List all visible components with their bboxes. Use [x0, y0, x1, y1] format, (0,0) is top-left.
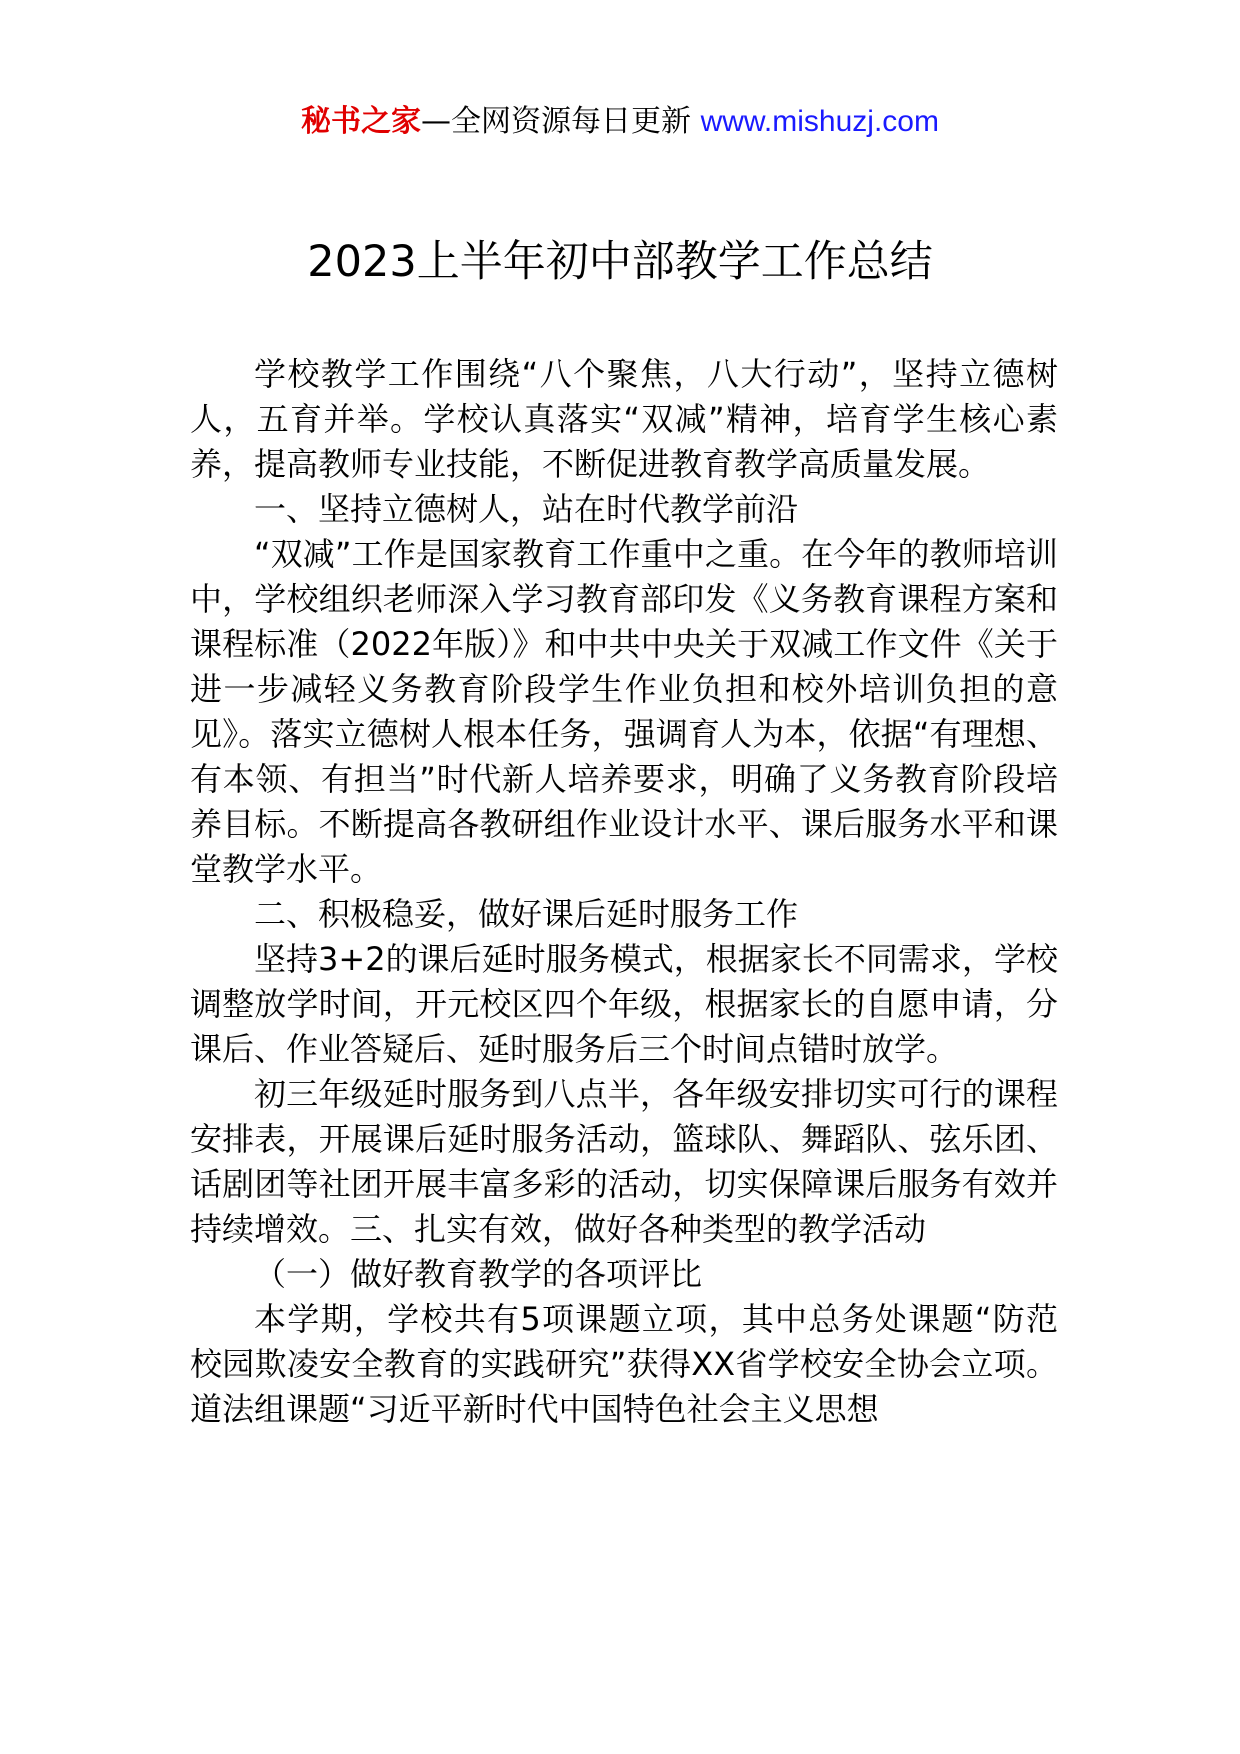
section-heading: 一、坚持立德树人，站在时代教学前沿 — [254, 490, 799, 528]
header-tagline: —全网资源每日更新 — [421, 104, 701, 139]
site-header — [0, 100, 1240, 144]
body-paragraph: 初三年级延时服务到八点半，各年级安排切实可行的课程安排表，开展课后延时服务活动，篮球队、舞蹈队、弦乐团、话剧团等社团开展丰富多彩的活动，切实保障课后服务有效并持续增效。三、扎实有效，做好各种类型的教学活动 — [190, 1075, 1058, 1248]
brand-name: 秘书之家 — [301, 104, 422, 139]
document-body — [190, 352, 1058, 1432]
body-paragraph: 本学期，学校共有5项课题立项，其中总务处课题“防范校园欺凌安全教育的实践研究”获得XX省学校安全协会立项。道法组课题“习近平新时代中国特色社会主义思想 — [190, 1300, 1058, 1428]
body-paragraph: 学校教学工作围绕“八个聚焦，八大行动”，坚持立德树人，五育并举。学校认真落实“双减”精神，培育学生核心素养，提高教师专业技能，不断促进教育教学高质量发展。 — [190, 355, 1058, 483]
subsection-heading: （一）做好教育教学的各项评比 — [254, 1255, 703, 1293]
document-title: 2023上半年初中部教学工作总结 — [307, 237, 933, 287]
site-url-link[interactable]: www.mishuzj.com — [700, 105, 939, 138]
body-paragraph: “双减”工作是国家教育工作重中之重。在今年的教师培训中，学校组织老师深入学习教育部印发《义务教育课程方案和课程标准（2022年版）》和中共中央关于双减工作文件《关于进一步减轻义务教育阶段学生作业负担和校外培训负担的意见》。落实立德树人根本任务，强调育人为本，依据“有理想、有本领、有担当”时代新人培养要求，明确了义务教育阶段培养目标。不断提高各教研组作业设计水平、课后服务水平和课堂教学水平。 — [190, 535, 1058, 888]
body-paragraph: 坚持3+2的课后延时服务模式，根据家长不同需求，学校调整放学时间，开元校区四个年级，根据家长的自愿申请，分课后、作业答疑后、延时服务后三个时间点错时放学。 — [190, 940, 1058, 1068]
section-heading: 二、积极稳妥，做好课后延时服务工作 — [254, 895, 799, 933]
